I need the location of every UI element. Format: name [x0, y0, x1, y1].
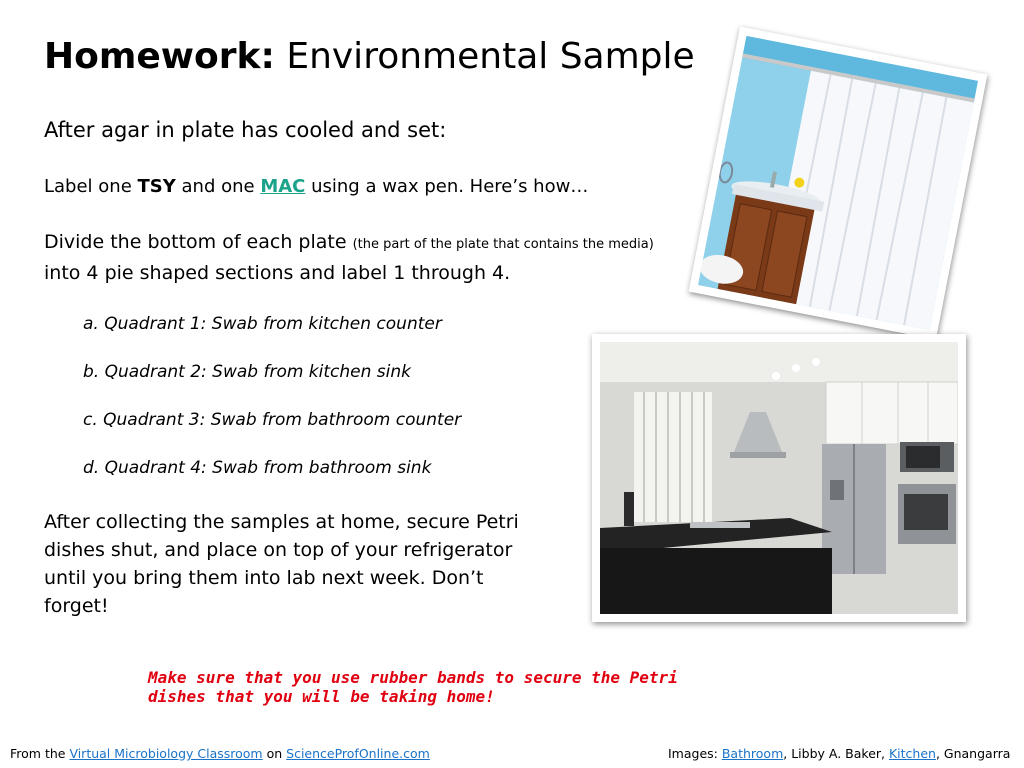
title-bold: Homework: — [44, 36, 275, 77]
bathroom-photo — [689, 26, 988, 339]
credits-suffix: , Gnangarra — [935, 746, 1011, 761]
tsy-label: TSY — [137, 176, 176, 197]
quadrant-item: c. Quadrant 3: Swab from bathroom counter — [83, 410, 462, 430]
page-title — [44, 36, 695, 77]
label-middle: and one — [175, 176, 261, 197]
divide-part2: into 4 pie shaped sections and label 1 through 4. — [44, 262, 511, 284]
rubber-band-warning — [148, 668, 728, 706]
mac-label: MAC — [260, 176, 306, 197]
label-suffix: using a wax pen. Here’s how… — [305, 176, 589, 197]
title-rest: Environmental Sample — [274, 36, 695, 77]
divide-part1: Divide the bottom of each plate — [44, 231, 353, 253]
credits-prefix: Images: — [668, 746, 722, 761]
label-prefix: Label one — [44, 176, 138, 197]
quadrant-item: b. Quadrant 2: Swab from kitchen sink — [83, 362, 411, 382]
bathroom-image — [698, 36, 978, 330]
virtual-classroom-link[interactable]: Virtual Microbiology Classroom — [69, 746, 263, 761]
footer-prefix: From the — [10, 746, 70, 761]
after-collecting-text: After collecting the samples at home, secure Petri dishes shut, and place on top of your refrigerator until you bring them into lab next week. Don’t forget! — [44, 511, 519, 617]
footer-source — [10, 746, 430, 761]
kitchen-image — [600, 342, 958, 614]
quadrant-item: d. Quadrant 4: Swab from bathroom sink — [83, 458, 432, 478]
bathroom-link[interactable]: Bathroom — [721, 746, 784, 761]
divide-instruction — [44, 228, 684, 288]
intro-text: After agar in plate has cooled and set: — [44, 118, 447, 142]
warning-text: Make sure that you use rubber bands to secure the Petri dishes that you will be taking home! — [148, 668, 678, 706]
footer-image-credits — [668, 746, 1010, 761]
divide-note: (the part of the plate that contains the media) — [352, 237, 654, 252]
quadrant-item: a. Quadrant 1: Swab from kitchen counter — [83, 314, 442, 334]
kitchen-photo — [592, 334, 966, 622]
footer-middle: on — [262, 746, 287, 761]
kitchen-link[interactable]: Kitchen — [888, 746, 936, 761]
credits-middle: , Libby A. Baker, — [783, 746, 889, 761]
label-instruction — [44, 176, 588, 197]
scienceprofonline-link[interactable]: ScienceProfOnline.com — [286, 746, 430, 761]
